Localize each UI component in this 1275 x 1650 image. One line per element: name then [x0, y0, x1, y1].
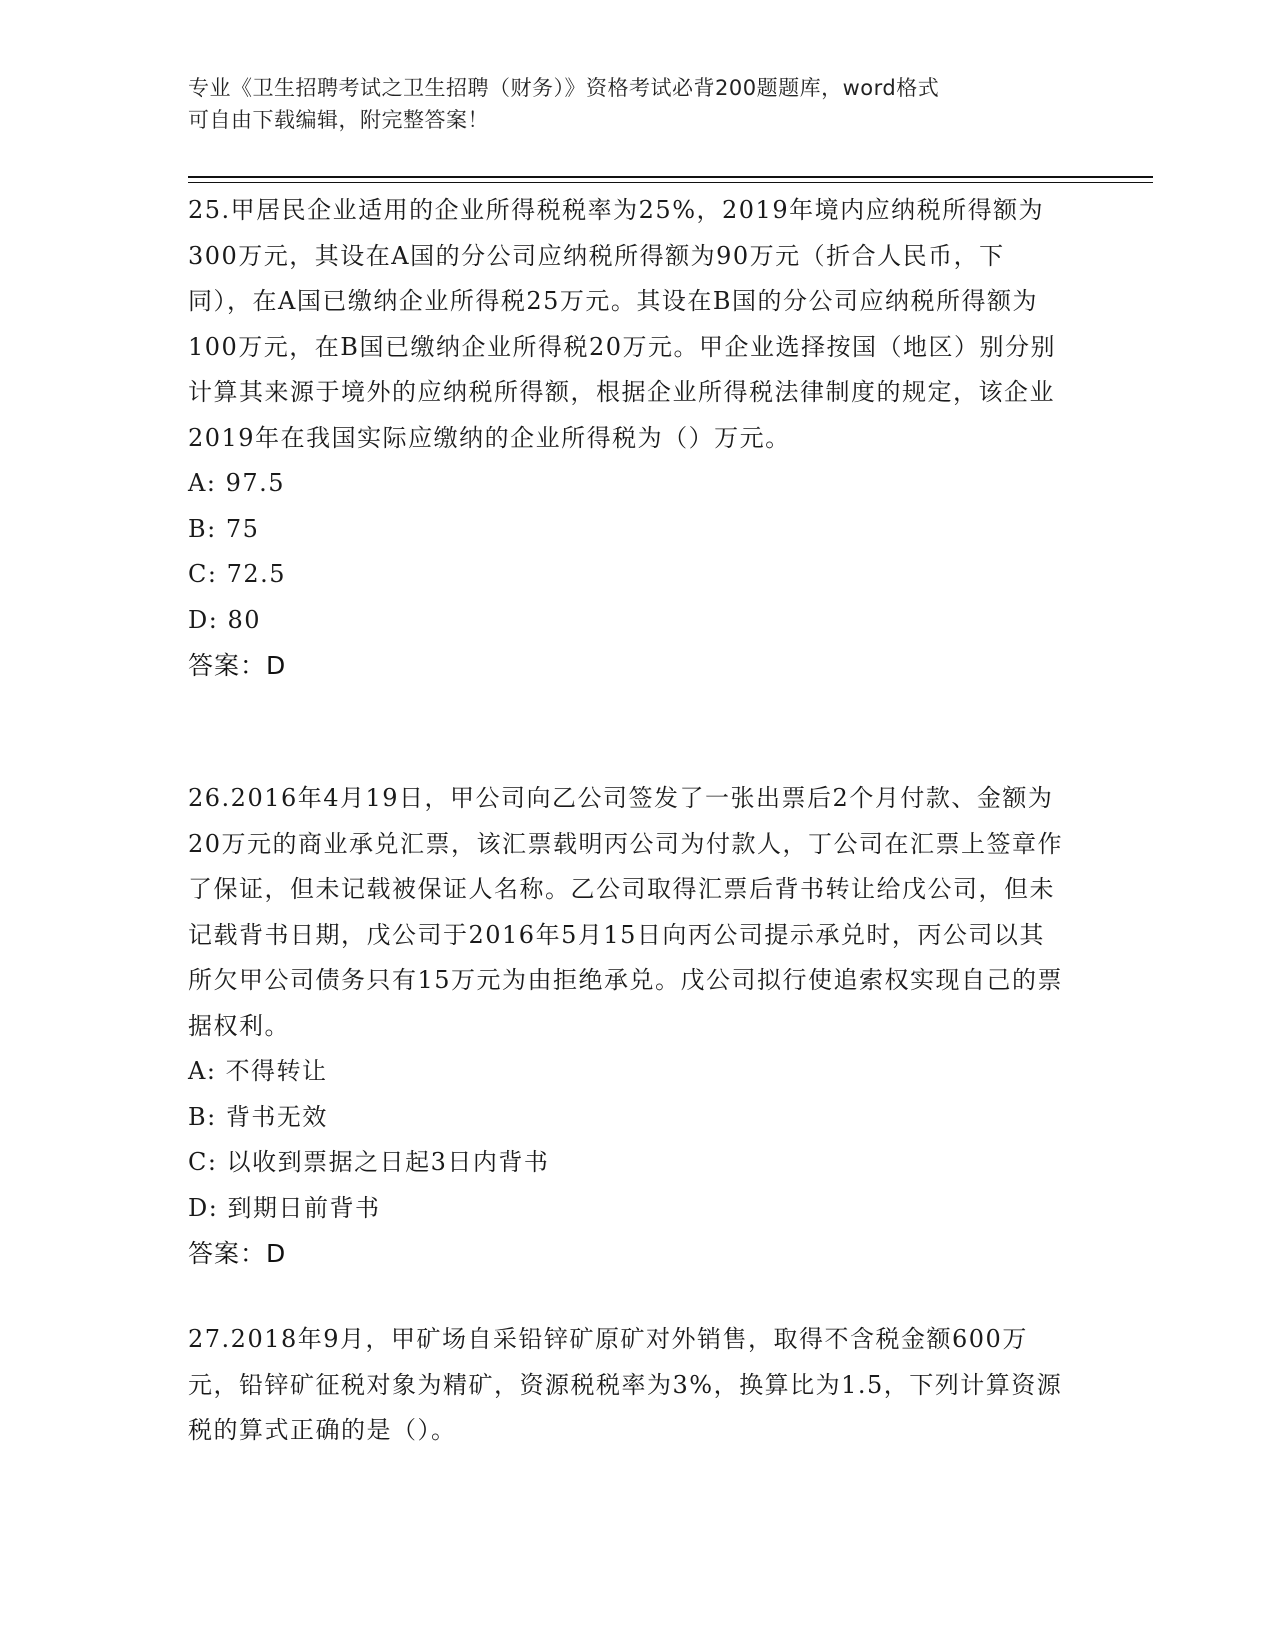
question-26	[188, 776, 1068, 1277]
option-text: 到期日前背书	[227, 1193, 381, 1222]
option-text: 75	[225, 514, 260, 543]
option-a	[188, 1049, 1068, 1095]
option-text: 72.5	[226, 560, 287, 588]
option-key: B:	[188, 514, 217, 543]
option-key: A:	[188, 469, 217, 497]
header-line-1: 专业《卫生招聘考试之卫生招聘（财务）》资格考试必背200题题库，word格式	[188, 76, 940, 100]
option-key: C:	[188, 560, 218, 588]
question-stem: 27.2018年9月，甲矿场自采铅锌矿原矿对外销售，取得不含税金额600万元，铅锌矿征税对象为精矿，资源税税率为3%，换算比为1.5，下列计算资源税的算式正确的是（）。	[188, 1325, 1063, 1444]
header-line-2: 可自由下载编辑，附完整答案！	[188, 108, 489, 132]
question-27	[188, 1317, 1068, 1454]
option-c	[188, 552, 1068, 598]
header-divider-thick	[188, 176, 1153, 178]
answer-line: 答案：D	[188, 1239, 287, 1268]
question-25	[188, 188, 1068, 689]
question-stem: 25.甲居民企业适用的企业所得税税率为25%，2019年境内应纳税所得额为300万元，其设在A国的分公司应纳税所得额为90万元（折合人民币，下同），在A国已缴纳企业所得税25万元。其设在B国的分公司应纳税所得额为100万元，在B国已缴纳企业所得税20万元。甲企业选择按国（地区）别分别计算其来源于境外的应纳税所得额，根据企业所得税法律制度的规定，该企业2019年在我国实际应缴纳的企业所得税为（）万元。	[188, 196, 1056, 452]
option-text: 不得转让	[225, 1057, 328, 1085]
option-key: D:	[188, 1193, 219, 1222]
option-key: D:	[188, 605, 219, 634]
option-b	[188, 1095, 1068, 1141]
option-key: C:	[188, 1148, 218, 1176]
answer-line: 答案：D	[188, 651, 287, 680]
question-stem: 26.2016年4月19日，甲公司向乙公司签发了一张出票后2个月付款、金额为20万元的商业承兑汇票，该汇票载明丙公司为付款人，丁公司在汇票上签章作了保证，但未记载被保证人名称。乙公司取得汇票后背书转让给戊公司，但未记载背书日期，戊公司于2016年5月15日向丙公司提示承兑时，丙公司以其所欠甲公司债务只有15万元为由拒绝承兑。戊公司拟行使追索权实现自己的票据权利。	[188, 784, 1064, 1040]
option-a	[188, 461, 1068, 507]
header-divider-thin	[188, 182, 1153, 183]
option-d	[188, 598, 1068, 644]
option-text: 以收到票据之日起3日内背书	[226, 1148, 550, 1176]
document-header	[188, 72, 1068, 136]
option-c	[188, 1140, 1068, 1186]
option-b	[188, 507, 1068, 553]
option-text: 97.5	[225, 469, 285, 497]
option-key: A:	[188, 1057, 217, 1085]
option-d	[188, 1186, 1068, 1232]
option-text: 80	[227, 605, 262, 634]
option-key: B:	[188, 1102, 217, 1131]
option-text: 背书无效	[225, 1102, 328, 1131]
